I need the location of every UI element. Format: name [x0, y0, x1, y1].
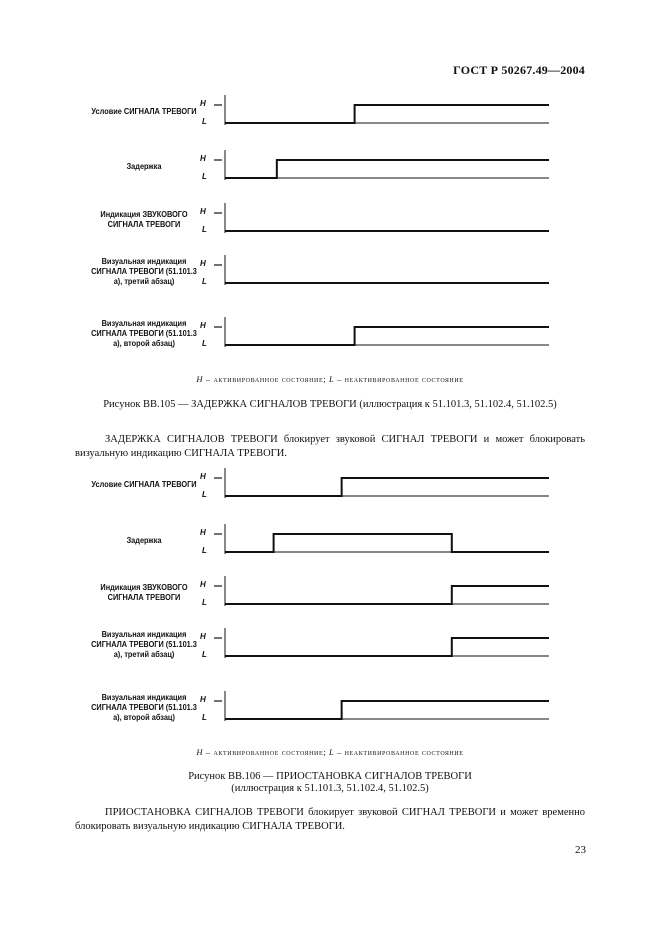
- signal-name-label: Условие СИГНАЛА ТРЕВОГИ: [91, 480, 197, 489]
- signal-h-label: H: [200, 321, 206, 330]
- signal-h-label: H: [200, 259, 206, 268]
- page-number: 23: [575, 844, 586, 856]
- signal-row: [214, 628, 549, 658]
- signal-name-label: Визуальная индикация СИГНАЛА ТРЕВОГИ (51.101.3 а), второй абзац): [91, 319, 197, 348]
- signal-name-label: Индикация ЗВУКОВОГО СИГНАЛА ТРЕВОГИ: [100, 210, 188, 229]
- signal-h-label: H: [200, 99, 206, 108]
- figure-106-caption: [45, 771, 615, 795]
- signal-h-label: H: [200, 695, 206, 704]
- legend-l-symbol: L: [328, 747, 335, 757]
- signal-name-label: Условие СИГНАЛА ТРЕВОГИ: [91, 107, 197, 116]
- signal-l-label: L: [202, 277, 207, 286]
- signal-row: [214, 468, 549, 498]
- figure-105-caption: Рисунок ВВ.105 — ЗАДЕРЖКА СИГНАЛОВ ТРЕВОГИ (иллюстрация к 51.101.3, 51.102.4, 51.102.5): [103, 399, 557, 410]
- signal-l-label: L: [202, 225, 207, 234]
- signal-h-label: H: [200, 580, 206, 589]
- signal-l-label: L: [202, 490, 207, 499]
- signal-name-label: Индикация ЗВУКОВОГО СИГНАЛА ТРЕВОГИ: [100, 583, 188, 602]
- signal-h-label: H: [200, 528, 206, 537]
- legend-l-text: – неактивированное состояние: [334, 747, 464, 757]
- legend-h-symbol: H: [196, 374, 204, 384]
- figure-106-legend: [70, 747, 590, 757]
- signal-l-label: L: [202, 650, 207, 659]
- signal-l-label: L: [202, 339, 207, 348]
- legend-h-symbol: H: [196, 747, 204, 757]
- signal-l-label: L: [202, 546, 207, 555]
- figure-106-caption-line2: (иллюстрация к 51.101.3, 51.102.4, 51.102.5): [231, 783, 429, 794]
- signal-waveform: [225, 638, 549, 656]
- signal-l-label: L: [202, 172, 207, 181]
- paragraph-pause: ПРИОСТАНОВКА СИГНАЛОВ ТРЕВОГИ блокирует звуковой СИГНАЛ ТРЕВОГИ и может временно блокировать визуальную индикацию СИГНАЛА ТРЕВОГИ.: [75, 807, 585, 832]
- signal-h-label: H: [200, 207, 206, 216]
- signal-row: [214, 524, 549, 554]
- signal-h-label: H: [200, 472, 206, 481]
- signal-row: [214, 691, 549, 721]
- signal-h-label: H: [200, 154, 206, 163]
- signal-name-label: Визуальная индикация СИГНАЛА ТРЕВОГИ (51.101.3 а), третий абзац): [91, 257, 197, 286]
- paragraph-delay: ЗАДЕРЖКА СИГНАЛОВ ТРЕВОГИ блокирует звуковой СИГНАЛ ТРЕВОГИ и может блокировать визуальную индикацию СИГНАЛА ТРЕВОГИ.: [75, 434, 585, 459]
- signal-h-label: H: [200, 632, 206, 641]
- legend-l-symbol: L: [328, 374, 335, 384]
- signal-waveform: [225, 586, 549, 604]
- document-standard-number: ГОСТ Р 50267.49—2004: [453, 63, 585, 77]
- signal-row: [214, 576, 549, 606]
- signal-waveform: [225, 478, 549, 496]
- signal-name-label: Визуальная индикация СИГНАЛА ТРЕВОГИ (51.101.3 а), третий абзац): [91, 630, 197, 659]
- signal-l-label: L: [202, 117, 207, 126]
- signal-name-label: Визуальная индикация СИГНАЛА ТРЕВОГИ (51.101.3 а), второй абзац): [91, 693, 197, 722]
- legend-h-text: – активированное состояние;: [203, 374, 329, 384]
- signal-l-label: L: [202, 713, 207, 722]
- signal-name-label: Задержка: [126, 162, 162, 171]
- signal-l-label: L: [202, 598, 207, 607]
- signal-waveform: [225, 701, 549, 719]
- signal-name-label: Задержка: [126, 536, 162, 545]
- legend-h-text: – активированное состояние;: [203, 747, 329, 757]
- legend-l-text: – неактивированное состояние: [334, 374, 464, 384]
- figure-106-caption-line1: Рисунок ВВ.106 — ПРИОСТАНОВКА СИГНАЛОВ ТРЕВОГИ: [188, 771, 472, 782]
- signal-waveform: [225, 534, 549, 552]
